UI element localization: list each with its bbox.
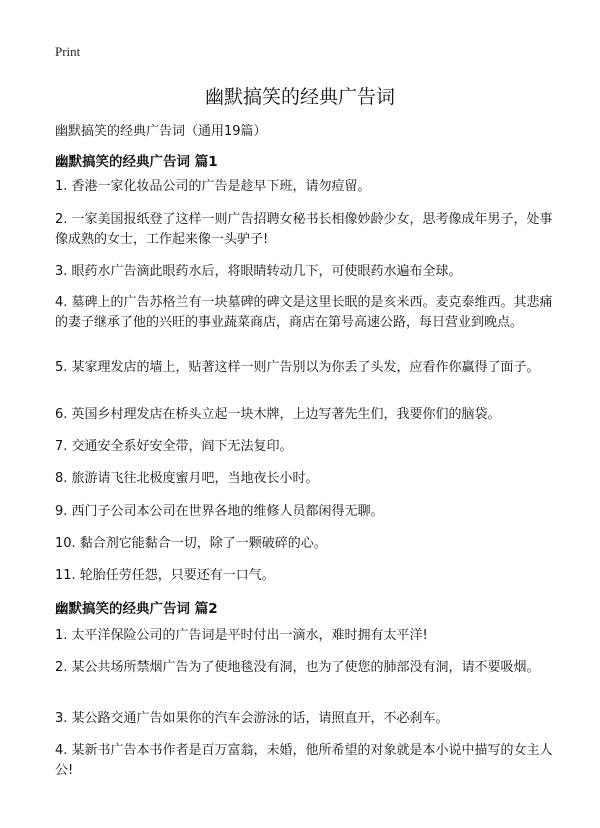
list-item: 2. 某公共场所禁烟广告为了使地毯没有洞，也为了使您的肺部没有洞，请不要吸烟。 xyxy=(55,660,540,675)
list-item: 3. 眼药水广告滴此眼药水后，将眼睛转动几下，可使眼药水遍布全球。 xyxy=(55,264,462,279)
document-subtitle: 幽默搞笑的经典广告词（通用19篇） xyxy=(55,124,267,139)
document-title: 幽默搞笑的经典广告词 xyxy=(204,86,395,108)
list-item: 11. 轮胎任劳任怨，只要还有一口气。 xyxy=(55,568,275,583)
section-heading-2: 幽默搞笑的经典广告词 篇2 xyxy=(55,601,218,617)
list-item: 4. 墓碑上的广告苏格兰有一块墓碑的碑文是这里长眠的是亥米西。麦克泰维西。其悲痛的妻子继承了他的兴旺的事业蔬菜商店，商店在第号高速公路，每日营业到晚点。 xyxy=(55,295,553,330)
list-item: 10. 黏合剂它能黏合一切，除了一颗破碎的心。 xyxy=(55,536,327,551)
list-item: 3. 某公路交通广告如果你的汽车会游泳的话，请照直开，不必刹车。 xyxy=(55,711,449,726)
list-item: 8. 旅游请飞往北极度蜜月吧，当地夜长小时。 xyxy=(55,471,319,486)
list-item: 2. 一家美国报纸登了这样一则广告招聘女秘书长相像妙龄少女，思考像成年男子，处事像成熟的女士，工作起来像一头驴子! xyxy=(55,212,553,247)
list-item: 9. 西门子公司本公司在世界各地的维修人员都闲得无聊。 xyxy=(55,504,384,519)
print-link[interactable]: Print xyxy=(55,44,81,59)
list-item: 1. 香港一家化妆品公司的广告是趁早下班，请勿痘留。 xyxy=(55,179,371,194)
list-item: 7. 交通安全系好安全带，阎下无法复印。 xyxy=(55,439,293,454)
list-item: 4. 某新书广告本书作者是百万富翁，未婚，他所希望的对象就是本小说中描写的女主人公! xyxy=(55,743,553,778)
list-item: 1. 太平洋保险公司的广告词是平时付出一滴水，难时拥有太平洋! xyxy=(55,628,428,643)
list-item: 6. 英国乡村理发店在桥头立起一块木牌，上边写著先生们，我要你们的脑袋。 xyxy=(55,407,501,422)
list-item: 5. 某家理发店的墙上，贴著这样一则广告别以为你丢了头发，应看作你赢得了面子。 xyxy=(55,360,540,375)
section-heading-1: 幽默搞笑的经典广告词 篇1 xyxy=(55,154,218,170)
